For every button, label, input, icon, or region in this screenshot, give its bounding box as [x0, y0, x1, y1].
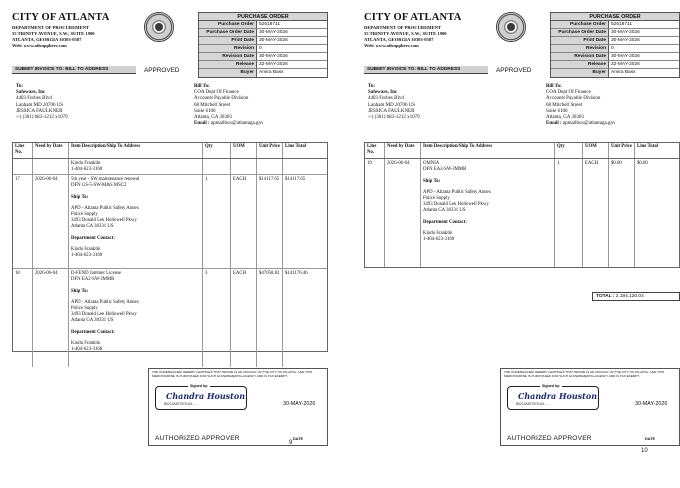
sign-date: 30-MAY-2026 — [283, 401, 316, 407]
certification-box: THE UNDERSIGNED HEREBY CERTIFIES THAT HE/SHE IS AN OFFICIAL OF THE CITY OF ATLANTA, AND THIS MERCHANDISE IS PURCHASED FOR SUCH GOVERNMENTAL AGENCY AND IS TAX EXEMPT. Signed by: Chandra Houston B82C3A307EF9491... 30-MAY-2026 AUTHORIZED APPROVER DATE — [148, 368, 328, 446]
department-address: DEPARTMENT OF PROCUREMENT 55 TRINITY AVENUE, S.W., SUITE 1900 ATLANTA, GEORGIA 30303-0307 Web: www.atlsuppliers.com — [12, 25, 95, 48]
signature-block: Signed by: Chandra Houston B82C3A307EF9491... — [507, 386, 599, 410]
purchase-order-box: PURCHASE ORDER Purchase Order 52618711 Purchase Order Date 30-MAY-2026 Print Date 30-MAY-2026 Revision 0 Revision Date 30-MAY-2026 Release 22-MAY-2026 Buyer Amira Bass — [198, 12, 328, 78]
table-header: Line No. Need by Date Item Description/Ship To Address Qty UOM Unit Price Line Total — [365, 143, 679, 159]
purchase-order-box: PURCHASE ORDER Purchase Order 52618711 Purchase Order Date 30-MAY-2026 Print Date 30-MAY-2026 Revision 0 Revision Date 30-MAY-2026 Release 22-MAY-2026 Buyer Amira Bass — [550, 12, 680, 78]
table-row: 18 2026-06-04 D-FEND Jammer License DFN EA2-SW-JMMR Ship To: APD - Atlanta Public Safety Annex Police Supply 3493 Donald Lee Hollowell Pkwy Atlanta GA 30331 US Department Contact: Kindu Franklin 1-404-623-3168 3 EACH $47058.82 $141176.46 — [13, 269, 327, 367]
signature-block: Signed by: Chandra Houston B82C3A307EF9491... — [155, 386, 247, 410]
line-items-table — [364, 142, 680, 268]
table-header: Line No. Need by Date Item Description/Ship To Address Qty UOM Unit Price Line Total — [13, 143, 327, 159]
order-total: TOTAL : 2,194,120.04 — [592, 292, 680, 301]
city-seal-icon — [496, 12, 526, 42]
city-title: CITY OF ATLANTA — [12, 12, 110, 23]
authorized-approver-label: AUTHORIZED APPROVER — [155, 435, 240, 442]
authorized-approver-label: AUTHORIZED APPROVER — [507, 435, 592, 442]
date-label: DATE — [293, 437, 304, 441]
signature: Chandra Houston — [518, 391, 598, 401]
certification-box: THE UNDERSIGNED HEREBY CERTIFIES THAT HE/SHE IS AN OFFICIAL OF THE CITY OF ATLANTA, AND THIS MERCHANDISE IS PURCHASED FOR SUCH GOVERNMENTAL AGENCY AND IS TAX EXEMPT. Signed by: Chandra Houston B82C3A307EF9491... 30-MAY-2026 AUTHORIZED APPROVER DATE — [500, 368, 680, 446]
city-title: CITY OF ATLANTA — [364, 12, 462, 23]
po-page-9 — [6, 6, 334, 482]
po-page-10 — [358, 6, 680, 482]
vendor-address: To: Safeware, Inc 4403 Forbes Blvd Lanham MD 20706 US JESSICA FAULKNER +1 (301) 683-1212 x1079 — [368, 84, 420, 121]
city-seal-icon — [144, 12, 174, 42]
signature: Chandra Houston — [166, 391, 246, 401]
department-address: DEPARTMENT OF PROCUREMENT 55 TRINITY AVENUE, S.W., SUITE 1900 ATLANTA, GEORGIA 30303-0307 Web: www.atlsuppliers.com — [364, 25, 447, 48]
page-number: 10 — [641, 448, 648, 454]
approved-stamp: APPROVED — [144, 67, 180, 74]
table-row: 19 2026-06-04 OMNIA DFN EA2-SW-JMMR Ship To: APD - Atlanta Public Safety Annex Police Supply 3493 Donald Lee Hollowell Pkwy Atlanta GA 30331 US Department Contact: Kindu Franklin 1-404-623-3168 1 EACH $0.00 $0.00 — [365, 159, 679, 267]
email-link[interactable]: apmailbox@atlantaga.gov — [210, 121, 264, 127]
submit-invoice-bar: SUBMIT INVOICE TO: BILL TO ADDRESS — [364, 66, 488, 74]
page-number: 9 — [289, 440, 293, 446]
email-link[interactable]: apmailbox@atlantaga.gov — [562, 121, 616, 127]
table-row: 17 2026-06-04 5th year - SW maintenance renewal DFN GS-5-SW-M&S MSC2 Ship To: APD - Atlanta Public Safety Annex Police Supply 3493 Donald Lee Hollowell Pkwy Atlanta GA 30331 US Department Contact: Kindu Franklin 1-404-623-3168 1 EACH $14117.65 $14117.65 — [13, 175, 327, 269]
line-items-table — [12, 142, 328, 352]
vendor-address: To: Safeware, Inc 4403 Forbes Blvd Lanham MD 20706 US JESSICA FAULKNER +1 (301) 683-1212 x1079 — [16, 84, 68, 121]
approved-stamp: APPROVED — [496, 67, 532, 74]
date-label: DATE — [645, 437, 656, 441]
bill-to-address: Bill To: COA Dept Of Finance Accounts Payable Division 68 Mitchell Street Suite 6100 Atlanta, GA 30303 Email : apmailbox@atlantaga.gov — [194, 84, 264, 127]
sign-date: 30-MAY-2026 — [635, 401, 668, 407]
bill-to-address: Bill To: COA Dept Of Finance Accounts Payable Division 68 Mitchell Street Suite 6100 Atlanta, GA 30303 Email : apmailbox@atlantaga.gov — [546, 84, 616, 127]
table-row: Kindu Franklin 1-404-623-3168 — [13, 159, 327, 175]
submit-invoice-bar: SUBMIT INVOICE TO: BILL TO ADDRESS — [12, 66, 136, 74]
